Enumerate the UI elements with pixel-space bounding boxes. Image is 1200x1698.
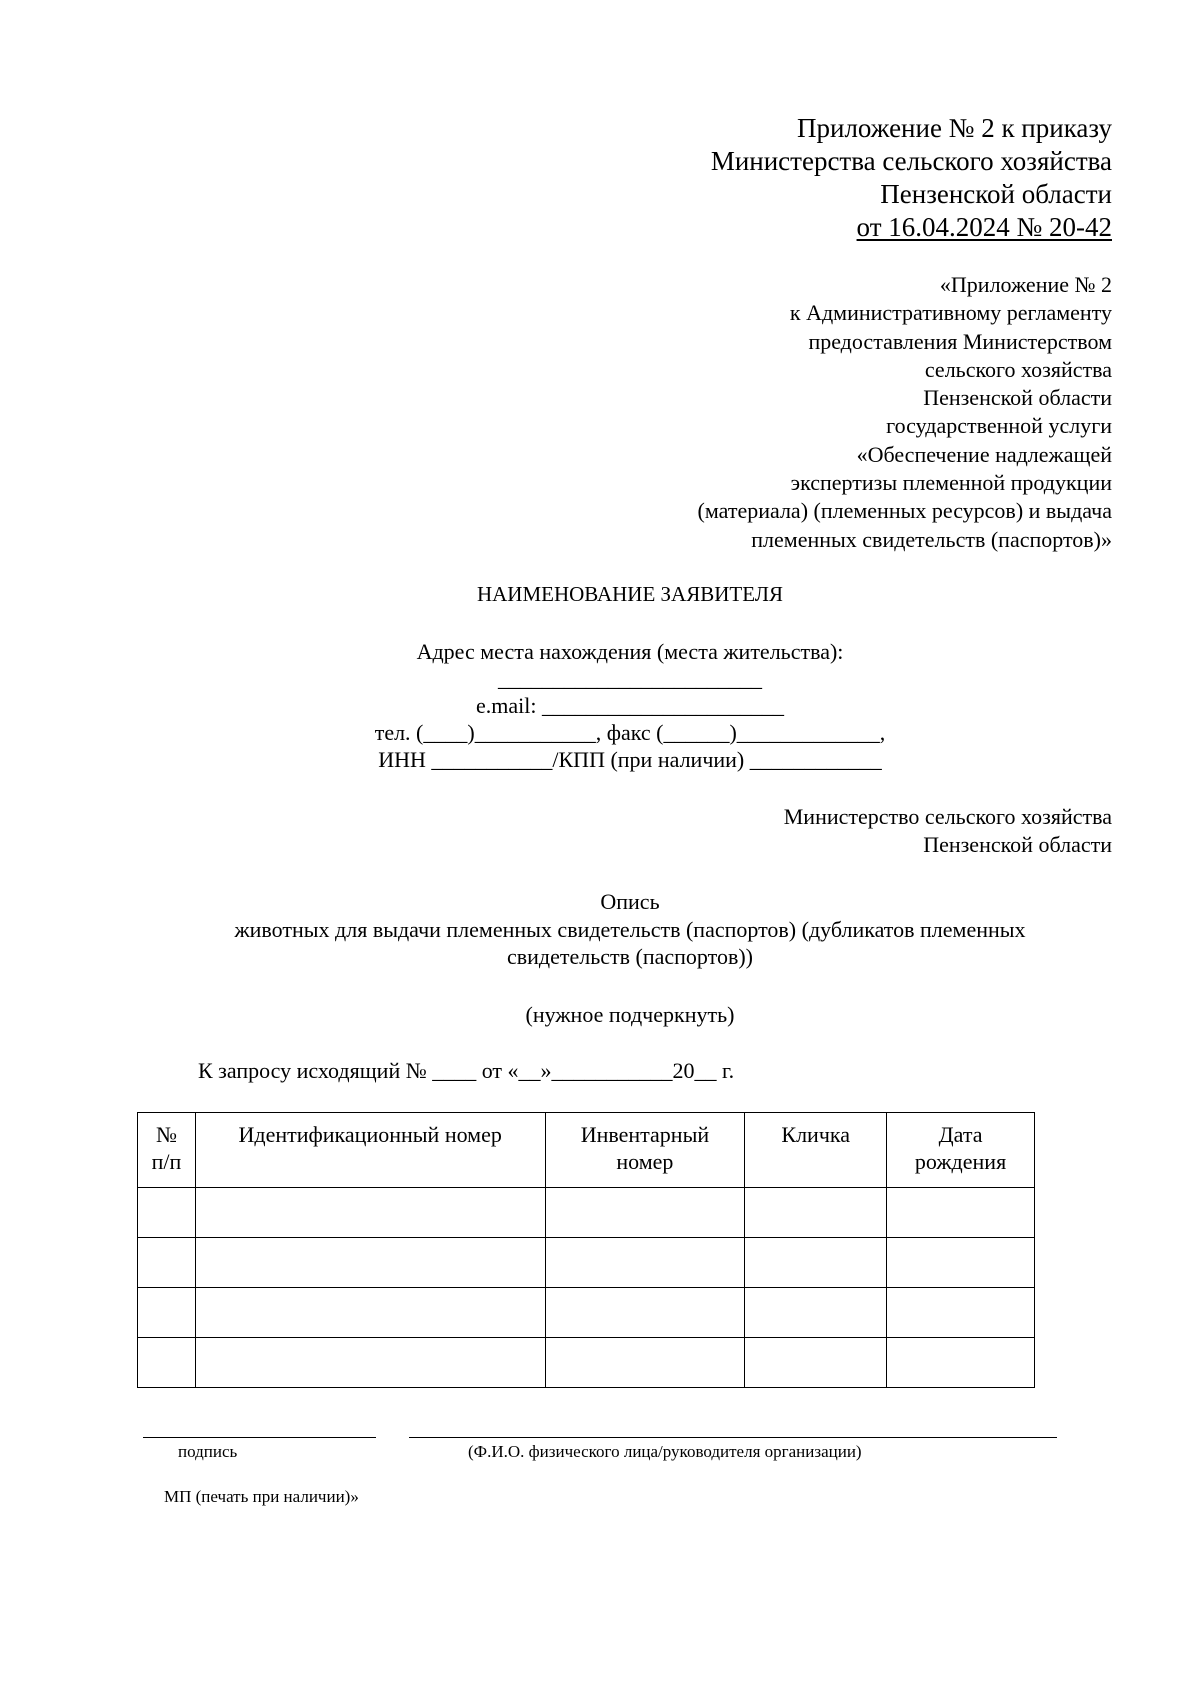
table-row xyxy=(138,1288,1035,1338)
recipient-line: Министерство сельского хозяйства xyxy=(783,804,1112,829)
inventory-subtitle: свидетельств (паспортов)) xyxy=(506,944,754,969)
full-name-line[interactable] xyxy=(409,1437,1057,1438)
annex-reference xyxy=(472,271,1112,554)
email-field: e.mail: ______________________ xyxy=(476,693,784,718)
annex-line: государственной услуги xyxy=(886,413,1112,439)
annex-line: предоставления Министерством xyxy=(808,328,1112,354)
table-row xyxy=(138,1338,1035,1388)
col-number-label: № xyxy=(155,1122,177,1147)
table-cell[interactable] xyxy=(138,1288,196,1338)
inventory-heading: Опись xyxy=(600,889,660,914)
table-cell[interactable] xyxy=(545,1288,745,1338)
recipient xyxy=(512,803,1112,859)
inventory-subtitle: животных для выдачи племенных свидетельств (паспортов) (дубликатов племенных xyxy=(234,916,1026,942)
table-cell[interactable] xyxy=(195,1188,545,1238)
table-cell[interactable] xyxy=(138,1338,196,1388)
order-date-number: от 16.04.2024 № 20-42 xyxy=(856,212,1112,242)
address-field: ________________________ xyxy=(498,666,762,691)
annex-line: «Приложение № 2 xyxy=(939,272,1112,297)
phone-fax-field: тел. (____)___________, факс (______)_____________, xyxy=(374,720,886,745)
order-header xyxy=(492,112,1112,244)
recipient-line: Пензенской области xyxy=(923,832,1112,857)
annex-line: экспертизы племенной продукции xyxy=(790,470,1112,496)
col-name-header: Кличка xyxy=(745,1113,887,1188)
order-header-line: Пензенской области xyxy=(880,179,1112,209)
annex-line: сельского хозяйства xyxy=(924,356,1112,382)
signature-line[interactable] xyxy=(143,1437,376,1438)
animals-table xyxy=(137,1112,1035,1388)
table-cell[interactable] xyxy=(745,1288,887,1338)
request-reference: К запросу исходящий № ____ от «__»___________20__ г. xyxy=(198,1058,735,1083)
col-number-label: п/п xyxy=(151,1149,182,1174)
table-cell[interactable] xyxy=(545,1338,745,1388)
table-cell[interactable] xyxy=(138,1188,196,1238)
table-cell[interactable] xyxy=(195,1338,545,1388)
table-cell[interactable] xyxy=(545,1188,745,1238)
table-header-row xyxy=(138,1113,1035,1188)
col-birthdate-header xyxy=(887,1113,1035,1188)
seal-note: МП (печать при наличии)» xyxy=(164,1487,359,1506)
applicant-name-label: НАИМЕНОВАНИЕ ЗАЯВИТЕЛЯ xyxy=(476,582,784,606)
table-cell[interactable] xyxy=(887,1338,1035,1388)
table-cell[interactable] xyxy=(195,1288,545,1338)
table-cell[interactable] xyxy=(545,1238,745,1288)
col-inventory-header xyxy=(545,1113,745,1188)
inventory-title xyxy=(0,888,1200,971)
table-cell[interactable] xyxy=(887,1188,1035,1238)
table-cell[interactable] xyxy=(745,1238,887,1288)
annex-line: (материала) (племенных ресурсов) и выдача xyxy=(697,498,1112,524)
annex-line: племенных свидетельств (паспортов)» xyxy=(751,526,1112,552)
order-header-line: Приложение № 2 к приказу xyxy=(797,113,1112,143)
table-cell[interactable] xyxy=(745,1188,887,1238)
annex-line: Пензенской области xyxy=(923,385,1112,411)
table-row xyxy=(138,1238,1035,1288)
col-id-header: Идентификационный номер xyxy=(195,1113,545,1188)
table-cell[interactable] xyxy=(195,1238,545,1288)
col-inventory-label: Инвентарный xyxy=(580,1122,710,1147)
applicant-contacts xyxy=(0,638,1200,773)
table-cell[interactable] xyxy=(887,1238,1035,1288)
col-birthdate-label: рождения xyxy=(914,1149,1007,1174)
underline-note: (нужное подчеркнуть) xyxy=(525,1002,735,1027)
address-label: Адрес места нахождения (места жительства): xyxy=(416,639,844,664)
table-cell[interactable] xyxy=(887,1288,1035,1338)
table-cell[interactable] xyxy=(138,1238,196,1288)
table-cell[interactable] xyxy=(745,1338,887,1388)
col-number-header xyxy=(138,1113,196,1188)
col-birthdate-label: Дата xyxy=(938,1122,983,1147)
inn-kpp-field: ИНН ___________/КПП (при наличии) ____________ xyxy=(378,747,882,772)
table-row xyxy=(138,1188,1035,1238)
order-header-line: Министерства сельского хозяйства xyxy=(710,146,1112,176)
annex-line: «Обеспечение надлежащей xyxy=(856,441,1112,467)
col-inventory-label: номер xyxy=(616,1149,674,1174)
full-name-caption: (Ф.И.О. физического лица/руководителя организации) xyxy=(468,1442,862,1461)
annex-line: к Административному регламенту xyxy=(789,300,1112,326)
signature-caption: подпись xyxy=(178,1442,238,1461)
